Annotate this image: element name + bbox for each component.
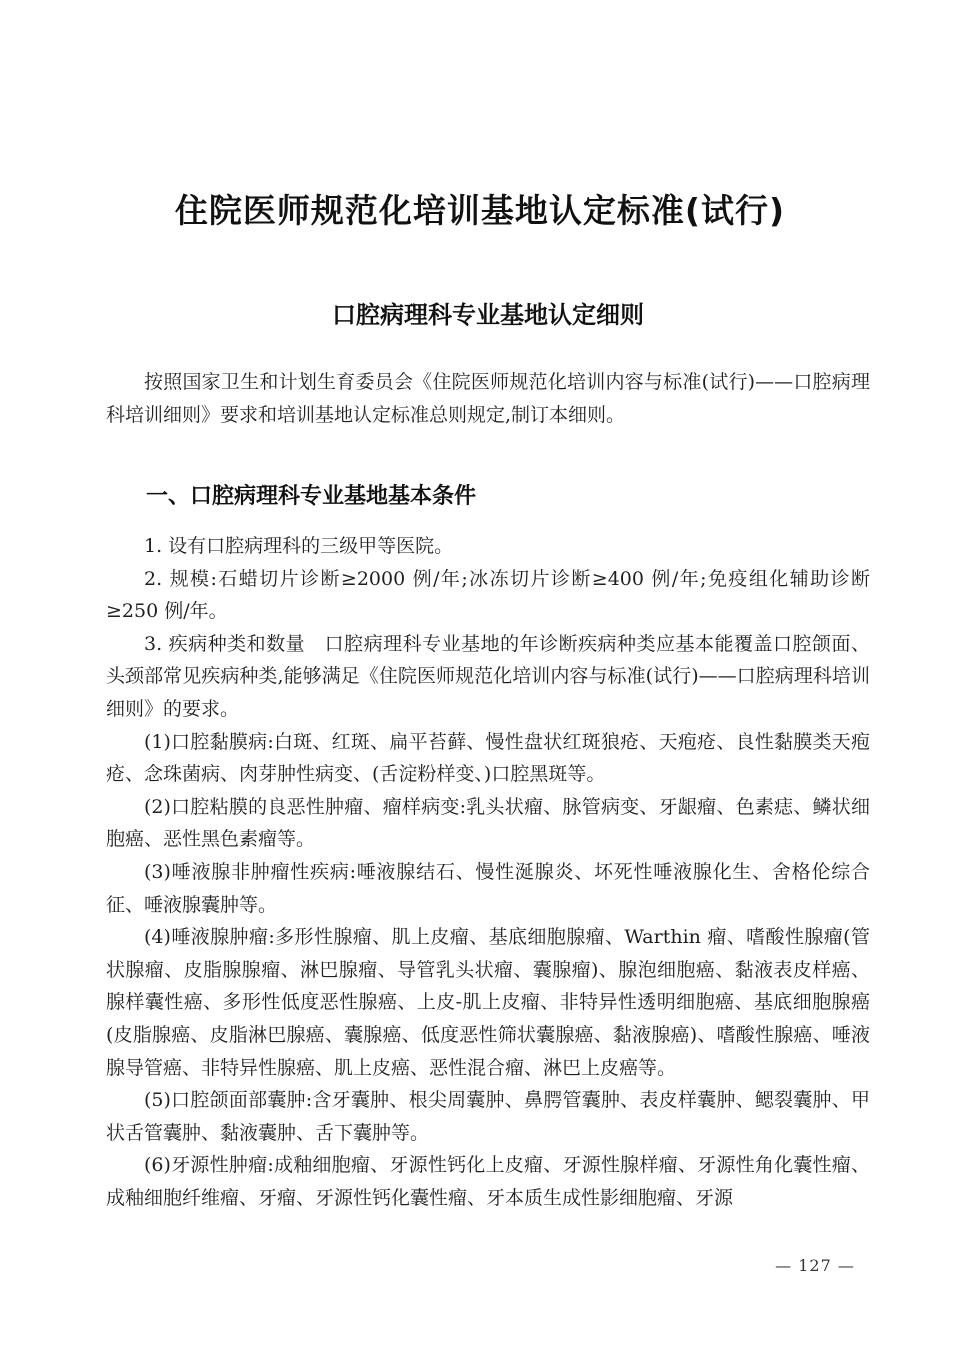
list-item: (1)口腔黏膜病:白斑、红斑、扁平苔藓、慢性盘状红斑狼疮、天疱疮、良性黏膜类天疱疮、念珠菌病、肉芽肿性病变、(舌淀粉样变、)口腔黑斑等。 bbox=[106, 730, 870, 786]
condition-list bbox=[106, 530, 870, 1214]
document-title: 住院医师规范化培训基地认定标准(试行) bbox=[174, 191, 786, 230]
section-heading: 一、口腔病理科专业基地基本条件 bbox=[146, 483, 477, 509]
list-item: (3)唾液腺非肿瘤性疾病:唾液腺结石、慢性涎腺炎、坏死性唾液腺化生、舍格伦综合征、唾液腺囊肿等。 bbox=[106, 860, 870, 916]
list-item: 2. 规模:石蜡切片诊断≥2000 例/年;冰冻切片诊断≥400 例/年;免疫组化辅助诊断≥250 例/年。 bbox=[106, 567, 870, 623]
document-subtitle: 口腔病理科专业基地认定细则 bbox=[332, 300, 644, 329]
list-item: 1. 设有口腔病理科的三级甲等医院。 bbox=[144, 535, 454, 557]
intro-paragraph: 按照国家卫生和计划生育委员会《住院医师规范化培训内容与标准(试行)——口腔病理科培训细则》要求和培训基地认定标准总则规定,制订本细则。 bbox=[106, 371, 870, 426]
list-item: (4)唾液腺肿瘤:多形性腺瘤、肌上皮瘤、基底细胞腺瘤、Warthin 瘤、嗜酸性腺瘤(管状腺瘤、皮脂腺腺瘤、淋巴腺瘤、导管乳头状瘤、囊腺瘤)、腺泡细胞癌、黏液表皮样癌、腺样囊性癌、多形性低度恶性腺癌、上皮-肌上皮瘤、非特异性透明细胞癌、基底细胞腺癌(皮脂腺癌、皮脂淋巴腺癌、囊腺癌、低度恶性筛状囊腺癌、黏液腺癌)、嗜酸性腺癌、唾液腺导管癌、非特异性腺癌、肌上皮癌、恶性混合瘤、淋巴上皮癌等。 bbox=[106, 926, 870, 1079]
list-item: (2)口腔粘膜的良恶性肿瘤、瘤样病变:乳头状瘤、脉管病变、牙龈瘤、色素痣、鳞状细胞癌、恶性黑色素瘤等。 bbox=[106, 795, 870, 851]
page-number: — 127 — bbox=[775, 1256, 855, 1275]
list-item: 3. 疾病种类和数量 口腔病理科专业基地的年诊断疾病种类应基本能覆盖口腔颌面、头颈部常见疾病种类,能够满足《住院医师规范化培训内容与标准(试行)——口腔病理科培训细则》的要求。 bbox=[106, 632, 870, 720]
list-item: (6)牙源性肿瘤:成釉细胞瘤、牙源性钙化上皮瘤、牙源性腺样瘤、牙源性角化囊性瘤、成釉细胞纤维瘤、牙瘤、牙源性钙化囊性瘤、牙本质生成性影细胞瘤、牙源 bbox=[106, 1154, 870, 1209]
list-item: (5)口腔颌面部囊肿:含牙囊肿、根尖周囊肿、鼻腭管囊肿、表皮样囊肿、鳃裂囊肿、甲状舌管囊肿、黏液囊肿、舌下囊肿等。 bbox=[106, 1089, 870, 1144]
